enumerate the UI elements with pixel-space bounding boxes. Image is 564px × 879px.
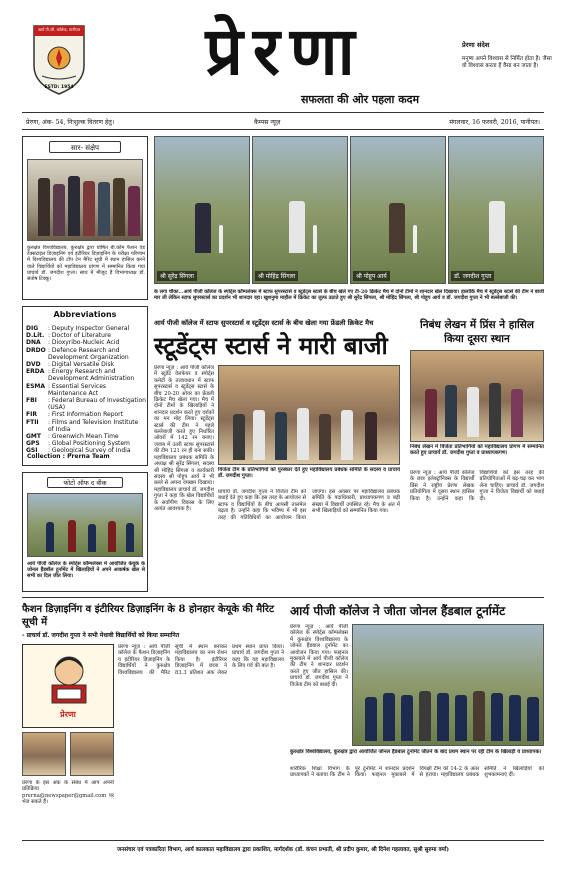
abbr-list bbox=[26, 325, 146, 455]
abbr-heading: Abbreviations bbox=[53, 310, 117, 319]
main-photo-caption: विजेता टीम के प्रतिभागियों को पुरस्कार देते हुए महाविद्यालय प्रबंधक समिति के सदस्य व प्राचार्य डॉ. जगदीश गुप्ता। bbox=[218, 467, 400, 480]
cricket-photo-3 bbox=[350, 136, 446, 284]
cricket-name-2: श्री मोहिंद्र सिंगला bbox=[255, 271, 298, 281]
handball-photo bbox=[352, 624, 544, 746]
abbr-row: DNA : Dioxyribo-Nucleic Acid bbox=[26, 339, 120, 347]
summary-photo bbox=[27, 159, 143, 241]
essay-body: प्रेरणा न्यूज़ : आर्य पीजी कॉलेज के छात्र इलेक्ट्रॉनिक्स के विद्यार्थी प्रिंस ने राष्ट्रीय प्रेरणा लेखक प्रतियोगिता में दूसरा स्थान हासिल किया है। उन्होंने कहा कि विद्यार्थियों को इस तरह की प्रतियोगिताओं में बढ़-चढ़ कर भाग लेना चाहिए। प्राचार्य डॉ. जगदीश गुप्ता ने विजेता विद्यार्थी को बधाई दी। bbox=[410, 470, 544, 502]
photo-of-week-heading: फोटो ऑफ द वीक bbox=[47, 477, 123, 488]
photo-of-week-box bbox=[22, 472, 148, 592]
issue-date: मंगलवार, 16 फरवरी, 2016, पानीपत। bbox=[449, 119, 540, 126]
summary-text: कुरुक्षेत्र विश्वविद्यालय, कुरुक्षेत्र द्वारा घोषित बी.कॉम फैशन एंड टेक्सटाइल डिज़ाइनिंग एवं इंटीरियर डिज़ाइनिंग के परीक्षा परिणाम में विश्वविद्यालय की टॉप टेन मैरिट सूची में स्थान हासिल करने वाले विद्यार्थियों को महाविद्यालय प्रांगण में सम्मानित किया गया प्राचार्य डॉ. जगदीश गुप्ता। साथ में मौजूद हैं विभागाध्यक्ष डॉ. संतोष टिक्कू। bbox=[27, 245, 145, 283]
summary-heading: सार- संक्षेप bbox=[49, 141, 121, 153]
cricket-photo-4 bbox=[448, 136, 544, 284]
abbr-row: FBI : Federal Bureau of Investigation (USA) bbox=[26, 397, 146, 412]
masthead bbox=[0, 0, 564, 110]
handball-photo-caption: कुरुक्षेत्र विश्वविद्यालय, कुरुक्षेत्र द्वारा आयोजित जोनल हैंडबाल टूर्नामेंट जीतने के बाद प्रथम स्थान पर रही टीम के खिलाड़ी व प्राध्यापक। bbox=[290, 749, 542, 755]
college-logo bbox=[30, 22, 88, 98]
fashion-graphic bbox=[22, 644, 114, 728]
cricket-photo-1 bbox=[154, 136, 250, 284]
summary-box bbox=[22, 136, 148, 300]
abbr-row: FTII : Films and Television Institute of India bbox=[26, 418, 139, 433]
abbr-row: FIR : First Information Report bbox=[26, 411, 123, 419]
masthead-tagline: सफलता की ओर पहला कदम bbox=[300, 93, 420, 106]
abbr-row: ESMA : Essential Services Maintenance Act bbox=[26, 382, 107, 397]
logo-estd: ESTD: 1954 bbox=[44, 85, 74, 90]
fashion-email-note: प्रेरणा के इस अंक के संबंध में आप अपनी प्रतिक्रिया prerna@newspaper@gmail.com पर भेज सकते हैं। bbox=[22, 780, 114, 806]
abbr-row: D.Lit. : Doctor of Literature bbox=[26, 332, 111, 340]
section-divider bbox=[22, 597, 544, 598]
cricket-caption: के लगा चौका...आर्य पीजी कॉलेज के स्पोर्ट्स कॉम्पलेक्स में स्टाफ सुपरस्टार्स व स्टूडेंट्स स्टार्स के बीच खेले गए टी-20 क्रिकेट मैच में दोनों टीमों ने शानदार खेल दिखाया। हालांकि मैच में स्टूडेंट्स स्टार्स की टीम ने बाजी मार ली लेकिन स्टाफ सुपरस्टार्स का प्रदर्शन भी शानदार रहा। खुशनुमा माहौल में क्रिकेट का लुत्फ उठाते हुए श्री सुरेंद्र सिंगला, श्री मोहिंद्र सिंगला, श्री पोहूप आर्य व डॉ. जगदीश गुप्ता ने भी बल्लेबाजी की। bbox=[154, 289, 544, 302]
fashion-body: प्रेरणा न्यूज़ : आर्य पीजी कॉलेज के फैशन डिज़ाइनिंग व इंटीरियर डिज़ाइनिंग के विद्यार्थियों ने कुरुक्षेत्र विश्वविद्यालय की मैरिट सूची में स्थान बनाकर महाविद्यालय का नाम रोशन किया है। इंटीरियर डिज़ाइनिंग में छात्रा ने 83.3 प्रतिशत अंक लेकर प्रथम स्थान प्राप्त किया। प्राचार्य डॉ. जगदीश गुप्ता ने कहा कि यह महाविद्यालय के लिए गर्व की बात है। bbox=[118, 644, 284, 676]
cricket-name-4: डॉ. जगदीश गुप्ता bbox=[451, 271, 494, 281]
cricket-photo-2 bbox=[252, 136, 348, 284]
girl-reading-icon bbox=[24, 649, 114, 709]
message-heading: प्रेरणा संदेश bbox=[462, 41, 490, 49]
fashion-photo-1 bbox=[22, 732, 66, 776]
fashion-headline: फैशन डिज़ाइनिंग व इंटीरियर डिज़ाइनिंग के 8 होनहार केयूके की मैरिट सूची में bbox=[22, 604, 275, 628]
main-body: प्रेरणा न्यूज़ : आर्य पीजी कॉलेज में स्टूडेंट वेलफेयर व स्पोर्ट्स कमेटी के तत्वावधान में स्टाफ सुपरस्टार्स व स्टूडेंट्स स्टार्स के बीच 20-20 ओवर का फ्रेंडली क्रिकेट मैच खेला गया। मैच में दोनों टीमों के खिलाड़ियों ने शानदार प्रदर्शन करते हुए दर्शकों का मन मोह लिया। स्टूडेंट्स स्टार्स की टीम ने पहले बल्लेबाजी करते हुए निर्धारित ओवरों में 142 रन बनाए। जवाब में उतरी स्टाफ सुपरस्टार्स की टीम 121 रन ही बना सकी। महाविद्यालय प्रबंधक समिति के अध्यक्ष श्री सुरेंद्र सिंगला, सदस्य श्री मोहिंद्र सिंगला व कार्यकारी सदस्य श्री पोहूप आर्य ने भी बल्ले से अपना दमखम दिखाया। महाविद्यालय प्राचार्य डॉ. जगदीश गुप्ता ने कहा कि खेल विद्यार्थियों के सर्वांगीण विकास के लिए अत्यंत आवश्यक है। bbox=[154, 365, 214, 512]
abbr-row: GSI : Geological Survey of India bbox=[26, 447, 131, 455]
main-story-photo bbox=[218, 365, 400, 465]
abbr-row: DVD : Digital Versatile Disk bbox=[26, 361, 115, 369]
fashion-graphic-label: प्रेरणा bbox=[60, 709, 76, 719]
essay-headline: निबंध लेखन में प्रिंस ने हासिल किया दूसरा स्थान bbox=[420, 319, 534, 345]
section-label: कैम्पस न्यूज़ bbox=[254, 119, 281, 126]
main-body-2: प्राचार्य डॉ. जगदीश गुप्ता ने विजेता टीम को बधाई देते हुए कहा कि इस तरह के आयोजन से स्टाफ व विद्यार्थियों के बीच आपसी तालमेल बढ़ता है। उन्होंने कहा कि भविष्य में भी इस तरह की गतिविधियों का आयोजन किया जाएगा। इस अवसर पर महाविद्यालय प्रबंधक समिति के पदाधिकारी, प्राध्यापकगण व बड़ी संख्या में विद्यार्थी उपस्थित रहे। मैच के अंत में सभी खिलाड़ियों को सम्मानित किया गया। bbox=[218, 489, 400, 521]
abbr-row: DRDO : Defence Research and Development Organization bbox=[26, 346, 129, 361]
logo-text: आर्य पी.जी. कॉलेज, पानीपत bbox=[37, 27, 81, 32]
photo-of-week-caption: आर्य पीजी कॉलेज के स्पोर्ट्स कॉम्पलेक्स में आयोजित केयूके के जोनल हैंडबॉल टूर्नामेंट में खिलाड़ियों ने अपने आकर्षक खेल से सभी का दिल जीत लिया। bbox=[27, 561, 145, 579]
cricket-name-1: श्री सुरेंद्र सिंगला bbox=[157, 271, 197, 281]
masthead-title: प्रेरणा bbox=[205, 12, 365, 90]
photo-of-week-image bbox=[27, 493, 143, 557]
footer-text: जनसंचार एवं पत्रकारिता विभाग, आर्य कालकात महाविद्यालय द्वारा प्रकाशित, मार्गदर्शक (डॉ. कंचन प्रभाती, श्री प्रदीप कुमार, श्री दिनेश गहलावत, सुश्री सुरुमा वर्मा) bbox=[117, 847, 449, 853]
fashion-photo-2 bbox=[70, 732, 114, 776]
abbr-row: DIG : Deputy Inspector General bbox=[26, 325, 130, 332]
fashion-subhead: - प्राचार्य डॉ. जगदीश गुप्ता ने सभी मेधावी विद्यार्थियों को किया सम्मानित bbox=[22, 632, 180, 639]
essay-photo bbox=[410, 350, 544, 442]
footer-bar bbox=[22, 840, 544, 856]
cricket-name-3: श्री पोहूप आर्य bbox=[353, 271, 390, 281]
handball-headline: आर्य पीजी कॉलेज ने जीता जोनल हैंडबाल टूर्नामेंट bbox=[290, 604, 506, 618]
handball-body: प्रेरणा न्यूज़ : आर्य पीजी कॉलेज के स्पोर्ट्स कॉम्पलेक्स में कुरुक्षेत्र विश्वविद्यालय के जोनल हैंडबाल टूर्नामेंट का आयोजन किया गया। फाइनल मुकाबले में आर्य पीजी कॉलेज की टीम ने शानदार प्रदर्शन करते हुए जीत हासिल की। प्राचार्य डॉ. जगदीश गुप्ता ने विजेता टीम को बधाई दी। bbox=[290, 624, 348, 688]
abbr-row: GPS : Global Positioning System bbox=[26, 440, 130, 448]
abbr-row: GMT : Greenwich Mean Time bbox=[26, 433, 119, 441]
message-text: मनुष्य अपने विश्वास से निर्मित होता है। जैसा वो विश्वास करता है वैसा बन जाता है। bbox=[462, 56, 552, 70]
main-headline: स्टूडेंट्स स्टार्स ने मारी बाजी bbox=[154, 331, 388, 360]
abbreviations-box bbox=[22, 306, 148, 466]
main-kicker: आर्य पीजी कॉलेज में स्टाफ सुपरस्टार्स व स्टूडेंट्स स्टार्स के बीच खेला गया फ्रेंडली क्रिकेट मैच bbox=[154, 319, 374, 327]
cricket-photo-strip bbox=[154, 136, 544, 286]
issue-number: प्रेरणा, अंक- 54, निःशुल्क वितरण हेतु। bbox=[26, 119, 115, 126]
handball-body-2: शारीरिक शिक्षा विभाग के प्राध्यापकों ने बताया कि टीम ने पूरे टूर्नामेंट में शानदार प्रदर्शन किया। फाइनल मुकाबले में विपक्षी टीम को 14-2 के अंतर से हराया। महाविद्यालय प्रबंधक समिति ने खिलाड़ियों को शुभकामनाएं दीं। bbox=[290, 766, 544, 779]
abbr-collection: Collection : Prerna Team bbox=[27, 453, 110, 460]
abbr-row: ERDA : Energy Research and Development Administration bbox=[26, 368, 135, 383]
essay-photo-caption: निबंध लेखन में विजेता प्रतिभागियों को महाविद्यालय प्रांगण में सम्मानित करते हुए प्राचार्य डॉ. जगदीश गुप्ता व प्राध्यापकगण। bbox=[410, 444, 544, 457]
dateline-bar bbox=[22, 112, 544, 130]
